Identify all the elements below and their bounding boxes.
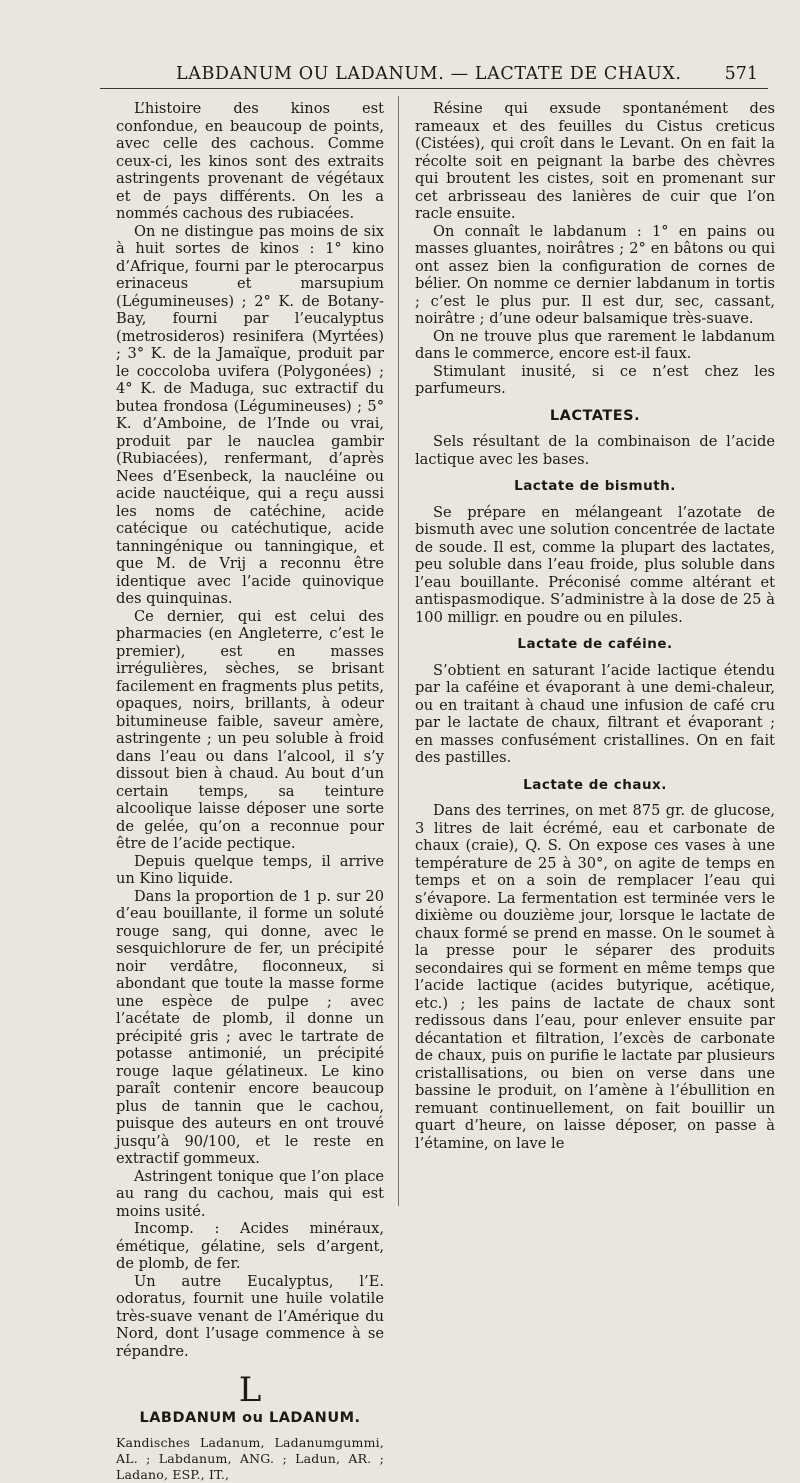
paragraph: L’histoire des kinos est confondue, en beaucoup de points, avec celle des cachous. Comme ceux-ci, les kinos sont des extraits astringents provenant de végétaux et de pays différents. On les a nommés cachous des rubiacées. xyxy=(116,100,384,222)
paragraph: Se prépare en mélangeant l’azotate de bismuth avec une solution concentrée de lactate de soude. Il est, comme la plupart des lactates, peu soluble dans l’eau froide, plus soluble dans l’eau bouillante. Préconisé comme altérant et antispasmodique. S’administre à la dose de 25 à 100 milligr. en poudre ou en pilules. xyxy=(415,503,775,626)
paragraph: Depuis quelque temps, il arrive un Kino liquide. xyxy=(116,852,384,887)
subheading-bismuth: Lactate de bismuth. xyxy=(514,478,676,494)
synonyms-line: Kandisches Ladanum, Ladanumgummi, AL. ; Labdanum, ANG. ; Ladun, AR. ; Ladano, ESP., IT., xyxy=(116,1435,384,1482)
paragraph: Incomp. : Acides minéraux, émétique, gélatine, sels d’argent, de plomb, de fer. xyxy=(116,1220,384,1272)
left-column xyxy=(116,100,384,1483)
paragraph: Dans des terrines, on met 875 gr. de glucose, 3 litres de lait écrémé, eau et carbonate de chaux (craie), Q. S. On expose ces vases à une température de 25 à 30°, on agite de temps en temps et on a soin de remplacer l’eau qui s’évapore. La fermentation est terminée vers le dixième ou douzième jour, lorsque le lactate de chaux formé se prend en masse. On le soumet à la presse pour le séparer des produits secondaires qui se forment en même temps que l’acide lactique (acides butyrique, acétique, etc.) ; les pains de lactate de chaux sont redissous dans l’eau, pour enlever ensuite par décantation et filtration, l’excès de carbonate de chaux, puis on purifie le lactate par plusieurs cristallisations, ou bien on verse dans une bassine le produit, on l’amène à l’ébullition en remuant continuellement, on fait bouillir un quart d’heure, on laisse déposer, on passe à l’étamine, on lave le xyxy=(415,802,775,1152)
paragraph: On connaît le labdanum : 1° en pains ou masses gluantes, noirâtres ; 2° en bâtons ou qui ont assez bien la configuration de cornes de bélier. On nomme ce dernier labdanum in tortis ; c’est le plus pur. Il est dur, sec, cassant, noirâtre ; d’une odeur balsamique très-suave. xyxy=(415,222,775,327)
page-number: 571 xyxy=(724,64,758,84)
paragraph: Sels résultant de la combinaison de l’acide lactique avec les bases. xyxy=(415,433,775,468)
paragraph: Un autre Eucalyptus, l’E. odoratus, fournit une huile volatile très-suave venant de l’Amérique du Nord, dont l’usage commence à se répandre. xyxy=(116,1272,384,1360)
paragraph: Astringent tonique que l’on place au rang du cachou, mais qui est moins usité. xyxy=(116,1167,384,1220)
paragraph: On ne trouve plus que rarement le labdanum dans le commerce, encore est-il faux. xyxy=(415,327,775,362)
paragraph: On ne distingue pas moins de six à huit sortes de kinos : 1° kino d’Afrique, fourni par le pterocarpus erinaceus et marsupium (Légumineuses) ; 2° K. de Botany-Bay, fourni par l’eucalyptus (metrosideros) resinifera (Myrtées) ; 3° K. de la Jamaïque, produit par le coccoloba uvifera (Polygonées) ; 4° K. de Maduga, suc extractif du butea frondosa (Légumineuses) ; 5° K. d’Amboine, de l’Inde ou vrai, produit par le nauclea gambir (Rubiacées), renfermant, d’après Nees d’Esenbeck, la naucléine ou acide nauctéique, qui a reçu aussi les noms de catéchine, acide catécique ou catéchutique, acide tanningénique ou tanningique, et que M. de Vrij a reconnu être identique avec l’acide quinovique des quinquinas. xyxy=(116,222,384,607)
paragraph: Ce dernier, qui est celui des pharmacies (en Angleterre, c’est le premier), est en masses irrégulières, sèches, se brisant facilement en fragments plus petits, opaques, noirs, brillants, à odeur bitumineuse faible, saveur amère, astringente ; un peu soluble à froid dans l’eau ou dans l’alcool, il s’y dissout bien à chaud. Au bout d’un certain temps, sa teinture alcoolique laisse déposer une sorte de gelée, qu’on a reconnue pour être de l’acide pectique. xyxy=(116,607,384,852)
section-heading-lactates: LACTATES. xyxy=(549,407,641,424)
subheading-chaux: Lactate de chaux. xyxy=(523,776,667,793)
paragraph: Résine qui exsude spontanément des rameaux et des feuilles du Cistus creticus (Cistées), qui croît dans le Levant. On en fait la récolte soit en peignant la barbe des chèvres qui broutent les cistes, soit en promenant sur cet arbrisseau des lanières de cuir que l’on racle ensuite. xyxy=(415,100,775,222)
header-title: LABDANUM OU LADANUM. — LACTATE DE CHAUX. xyxy=(176,64,682,84)
paragraph: Dans la proportion de 1 p. sur 20 d’eau bouillante, il forme un soluté rouge sang, qui donne, avec le sesquichlorure de fer, un précipité noir verdâtre, floconneux, si abondant que toute la masse forme une espèce de pulpe ; avec l’acétate de plomb, il donne un précipité gris ; avec le tartrate de potasse antimonié, un précipité rouge laque gélatineux. Le kino paraît contenir encore beaucoup plus de tannin que le cachou, puisque des auteurs en ont trouvé jusqu’à 90/100, et le reste en extractif gommeux. xyxy=(116,887,384,1167)
paragraph: Stimulant inusité, si ce n’est chez les parfumeurs. xyxy=(415,362,775,397)
entry-heading: LABDANUM ou LADANUM. xyxy=(139,1409,361,1426)
right-column xyxy=(415,100,775,1152)
subheading-cafeine: Lactate de caféine. xyxy=(517,636,673,652)
column-divider xyxy=(398,96,399,1206)
running-header xyxy=(100,58,768,89)
section-letter: L xyxy=(238,1370,262,1410)
paragraph: S’obtient en saturant l’acide lactique étendu par la caféine et évaporant à une demi-chaleur, ou en traitant à chaud une infusion de café cru par le lactate de chaux, filtrant et évaporant ; en masses confusément cristallines. On en fait des pastilles. xyxy=(415,661,775,766)
